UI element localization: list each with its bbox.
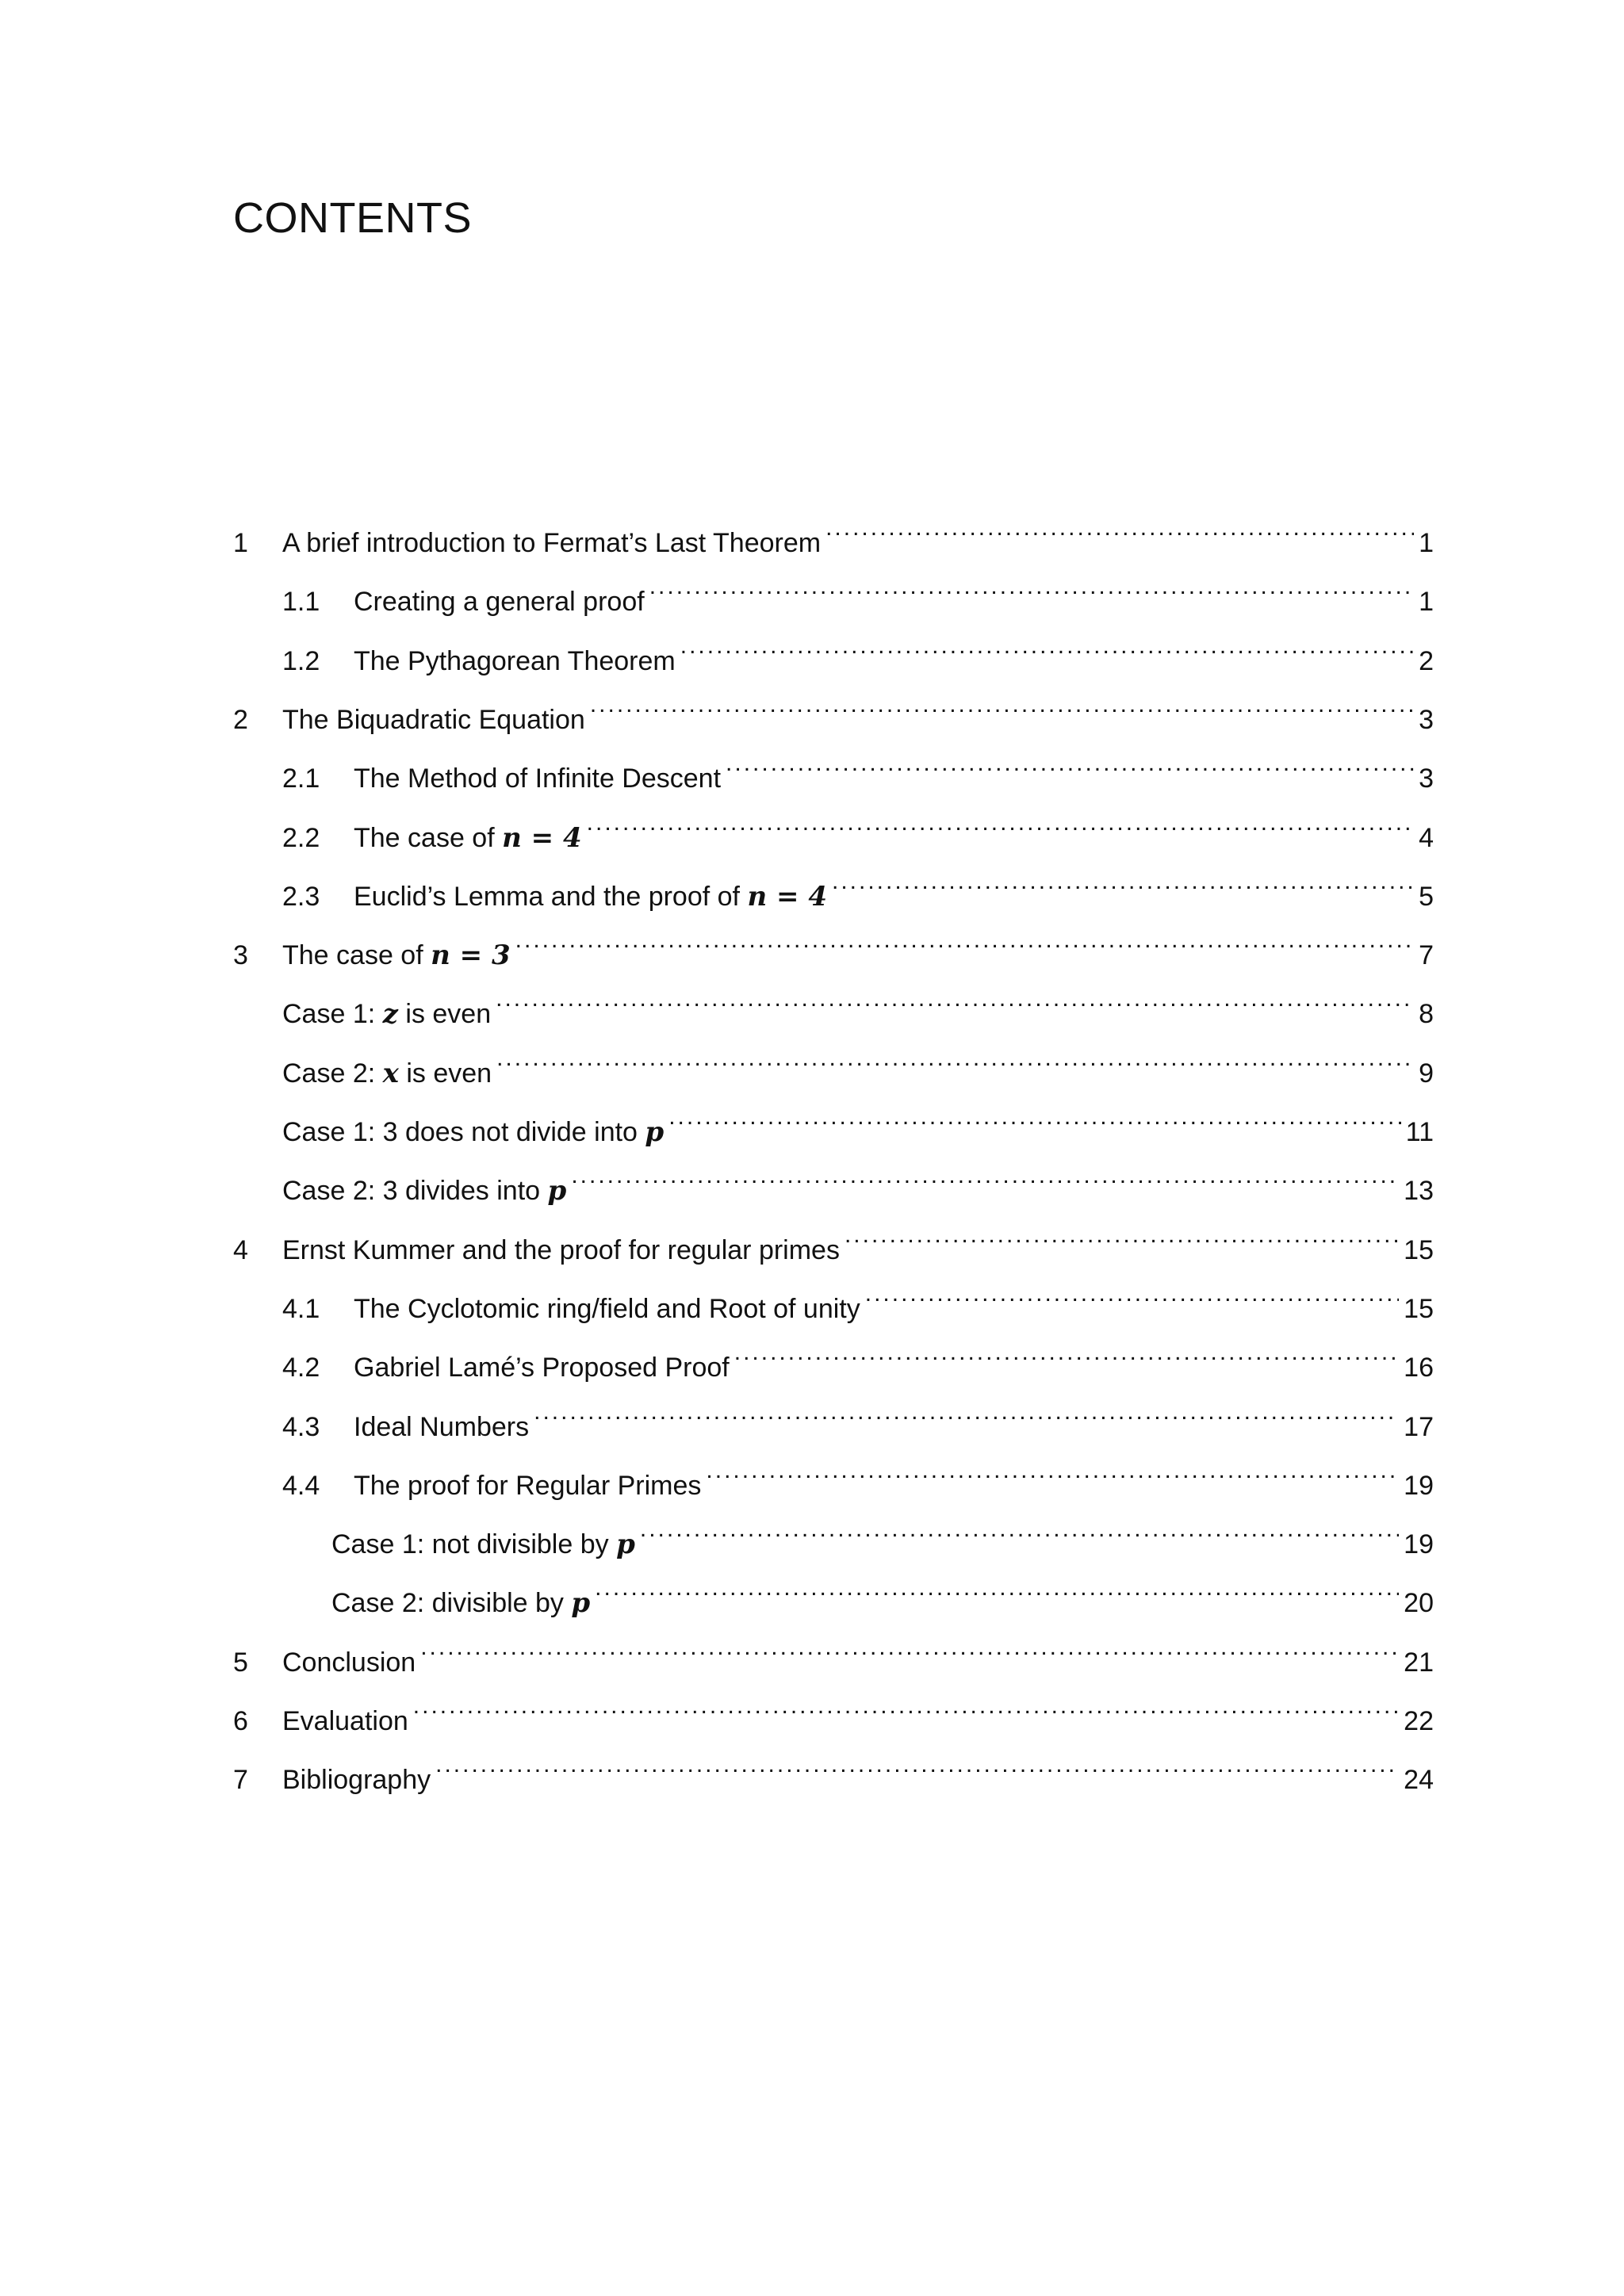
toc-dot-leader [845,1211,1399,1259]
toc-section-number: 2.2 [282,822,320,853]
toc-section-number: 2.3 [282,881,320,912]
toc-dot-leader [435,1741,1399,1789]
toc-title-text: The case of [354,822,503,853]
toc-entry[interactable] [233,916,1434,972]
toc-dot-leader [413,1682,1399,1730]
toc-dot-leader [680,622,1414,670]
toc-page-number: 24 [1404,1765,1434,1796]
toc-entry[interactable] [233,799,1434,854]
toc-dot-leader [668,1093,1401,1141]
toc-title-text: The proof for Regular Primes [354,1470,702,1501]
toc-section-number: 1.2 [282,645,320,676]
toc-title-text: Conclusion [282,1647,416,1678]
toc-page-number: 1 [1419,587,1434,618]
toc-title-text: Gabriel Lamé’s Proposed Proof [354,1353,730,1383]
toc-title-text: Ideal Numbers [354,1411,530,1442]
toc-page-number: 9 [1419,1058,1434,1089]
toc-section-title [282,1108,664,1156]
toc-title-text: A brief introduction to Fermat’s Last Theorem [282,528,822,558]
toc-dot-leader [590,681,1414,729]
toc-section-title [282,519,821,567]
toc-title-suffix: is even [397,999,492,1030]
toc-dot-leader [515,916,1414,964]
toc-section-number: 4.3 [282,1411,320,1442]
toc-dot-leader [832,858,1414,905]
toc-section-title [282,696,585,744]
toc-page-number: 8 [1419,999,1434,1030]
toc-dot-leader [726,740,1414,787]
toc-math-symbol: z [382,998,398,1031]
toc-math-symbol: n = 4 [747,880,827,913]
toc-section-title [282,1050,492,1097]
toc-dot-leader [534,1388,1399,1436]
toc-title-text: Case 2: divisible by [331,1588,572,1619]
toc-section-number: 2 [233,704,248,735]
toc-section-title [354,873,827,920]
toc-title-text: Ernst Kummer and the proof for regular primes [282,1234,840,1265]
toc-title-text: The case of [282,940,431,971]
toc-math-symbol: p [616,1529,635,1561]
toc-page-number: 15 [1404,1293,1434,1324]
toc-section-title [282,990,491,1038]
toc-entry[interactable] [233,1270,1434,1324]
toc-section-number: 4 [233,1234,248,1265]
toc-title-text: Case 1: 3 does not divide into [282,1117,645,1147]
toc-math-symbol: p [645,1116,665,1148]
toc-title-text: Euclid’s Lemma and the proof of [354,881,748,912]
toc-title-text: The Cyclotomic ring/field and Root of unity [354,1293,860,1324]
toc-section-number: 1 [233,528,248,558]
toc-page-number: 13 [1404,1176,1434,1207]
toc-entry[interactable] [233,1211,1434,1265]
page-title: CONTENTS [233,194,472,242]
toc-entry[interactable] [233,1741,1434,1796]
toc-section-title [331,1579,590,1627]
toc-section-number: 7 [233,1765,248,1796]
toc-section-number: 5 [233,1647,248,1678]
toc-entry[interactable] [233,740,1434,794]
toc-math-symbol: p [547,1175,567,1207]
toc-section-title [354,637,676,685]
toc-title-text: Case 2: [282,1058,383,1089]
toc-entry[interactable] [233,1152,1434,1207]
toc-title-text: The Biquadratic Equation [282,704,585,735]
toc-section-number: 1.1 [282,587,320,618]
toc-section-title [282,1226,840,1274]
toc-entry[interactable] [233,504,1434,558]
toc-entry[interactable] [233,975,1434,1031]
toc-section-number: 6 [233,1706,248,1736]
toc-section-title [282,1697,408,1745]
toc-title-text: Creating a general proof [354,587,645,618]
toc-section-title [282,932,511,979]
toc-math-symbol: n = 3 [431,939,511,972]
toc-page-number: 3 [1419,763,1434,794]
toc-page-number: 1 [1419,528,1434,558]
toc-entry[interactable] [233,681,1434,735]
toc-dot-leader [640,1506,1399,1553]
toc-section-title [354,1344,730,1391]
toc-title-text: Case 1: [282,999,383,1030]
toc-title-text: Case 1: not divisible by [331,1529,617,1560]
toc-dot-leader [420,1624,1399,1671]
toc-section-number: 4.4 [282,1470,320,1501]
toc-page-number: 22 [1404,1706,1434,1736]
toc-page-number: 19 [1404,1470,1434,1501]
toc-section-title [331,1521,635,1568]
toc-dot-leader [587,799,1414,847]
toc-section-number: 4.2 [282,1353,320,1383]
toc-entry[interactable] [233,1388,1434,1442]
toc-page-number: 2 [1419,645,1434,676]
toc-title-suffix: is even [398,1058,492,1089]
toc-page-number: 16 [1404,1353,1434,1383]
toc-entry[interactable] [233,858,1434,913]
toc-math-symbol: x [382,1057,399,1089]
toc-dot-leader [496,975,1414,1023]
toc-dot-leader [825,504,1414,552]
toc-section-number: 3 [233,940,248,971]
toc-dot-leader [595,1564,1399,1612]
toc-section-title [354,814,582,862]
toc-entry[interactable] [233,1329,1434,1383]
toc-math-symbol: p [571,1587,591,1620]
toc-entry[interactable] [233,622,1434,676]
toc-dot-leader [571,1152,1399,1200]
toc-section-title [282,1756,431,1804]
toc-page-number: 15 [1404,1234,1434,1265]
toc-page-number: 5 [1419,881,1434,912]
toc-dot-leader [734,1329,1399,1376]
toc-dot-leader [706,1447,1399,1494]
toc-section-number: 4.1 [282,1293,320,1324]
toc-section-title [354,755,721,802]
toc-dot-leader [496,1035,1414,1082]
toc-dot-leader [649,563,1414,610]
toc-title-text: Case 2: 3 divides into [282,1176,548,1207]
toc-page-number: 21 [1404,1647,1434,1678]
toc-page-number: 20 [1404,1588,1434,1619]
toc-page-number: 7 [1419,940,1434,971]
toc-section-title [354,578,645,626]
toc-title-text: The Method of Infinite Descent [354,763,722,794]
toc-entry[interactable] [233,563,1434,618]
toc-dot-leader [865,1270,1399,1318]
toc-entry[interactable] [233,1506,1434,1561]
toc-section-title [354,1403,529,1451]
toc-page-number: 17 [1404,1411,1434,1442]
toc-title-text: Bibliography [282,1765,431,1796]
toc-entry[interactable] [233,1564,1434,1620]
toc-entry[interactable] [233,1682,1434,1736]
toc-page-number: 11 [1405,1117,1434,1147]
toc-entry[interactable] [233,1624,1434,1678]
toc-math-symbol: n = 4 [502,821,582,854]
toc-title-text: Evaluation [282,1706,408,1736]
toc-section-number: 2.1 [282,763,320,794]
toc-entry[interactable] [233,1035,1434,1089]
toc-entry[interactable] [233,1447,1434,1501]
toc-page-number: 3 [1419,704,1434,735]
toc-page-number: 4 [1419,822,1434,853]
toc-section-title [354,1462,701,1510]
toc-section-title [282,1639,416,1686]
toc-entry[interactable] [233,1093,1434,1148]
toc-section-title [354,1285,860,1333]
toc-title-text: The Pythagorean Theorem [354,645,676,676]
toc-page-number: 19 [1404,1529,1434,1560]
toc-section-title [282,1167,566,1215]
